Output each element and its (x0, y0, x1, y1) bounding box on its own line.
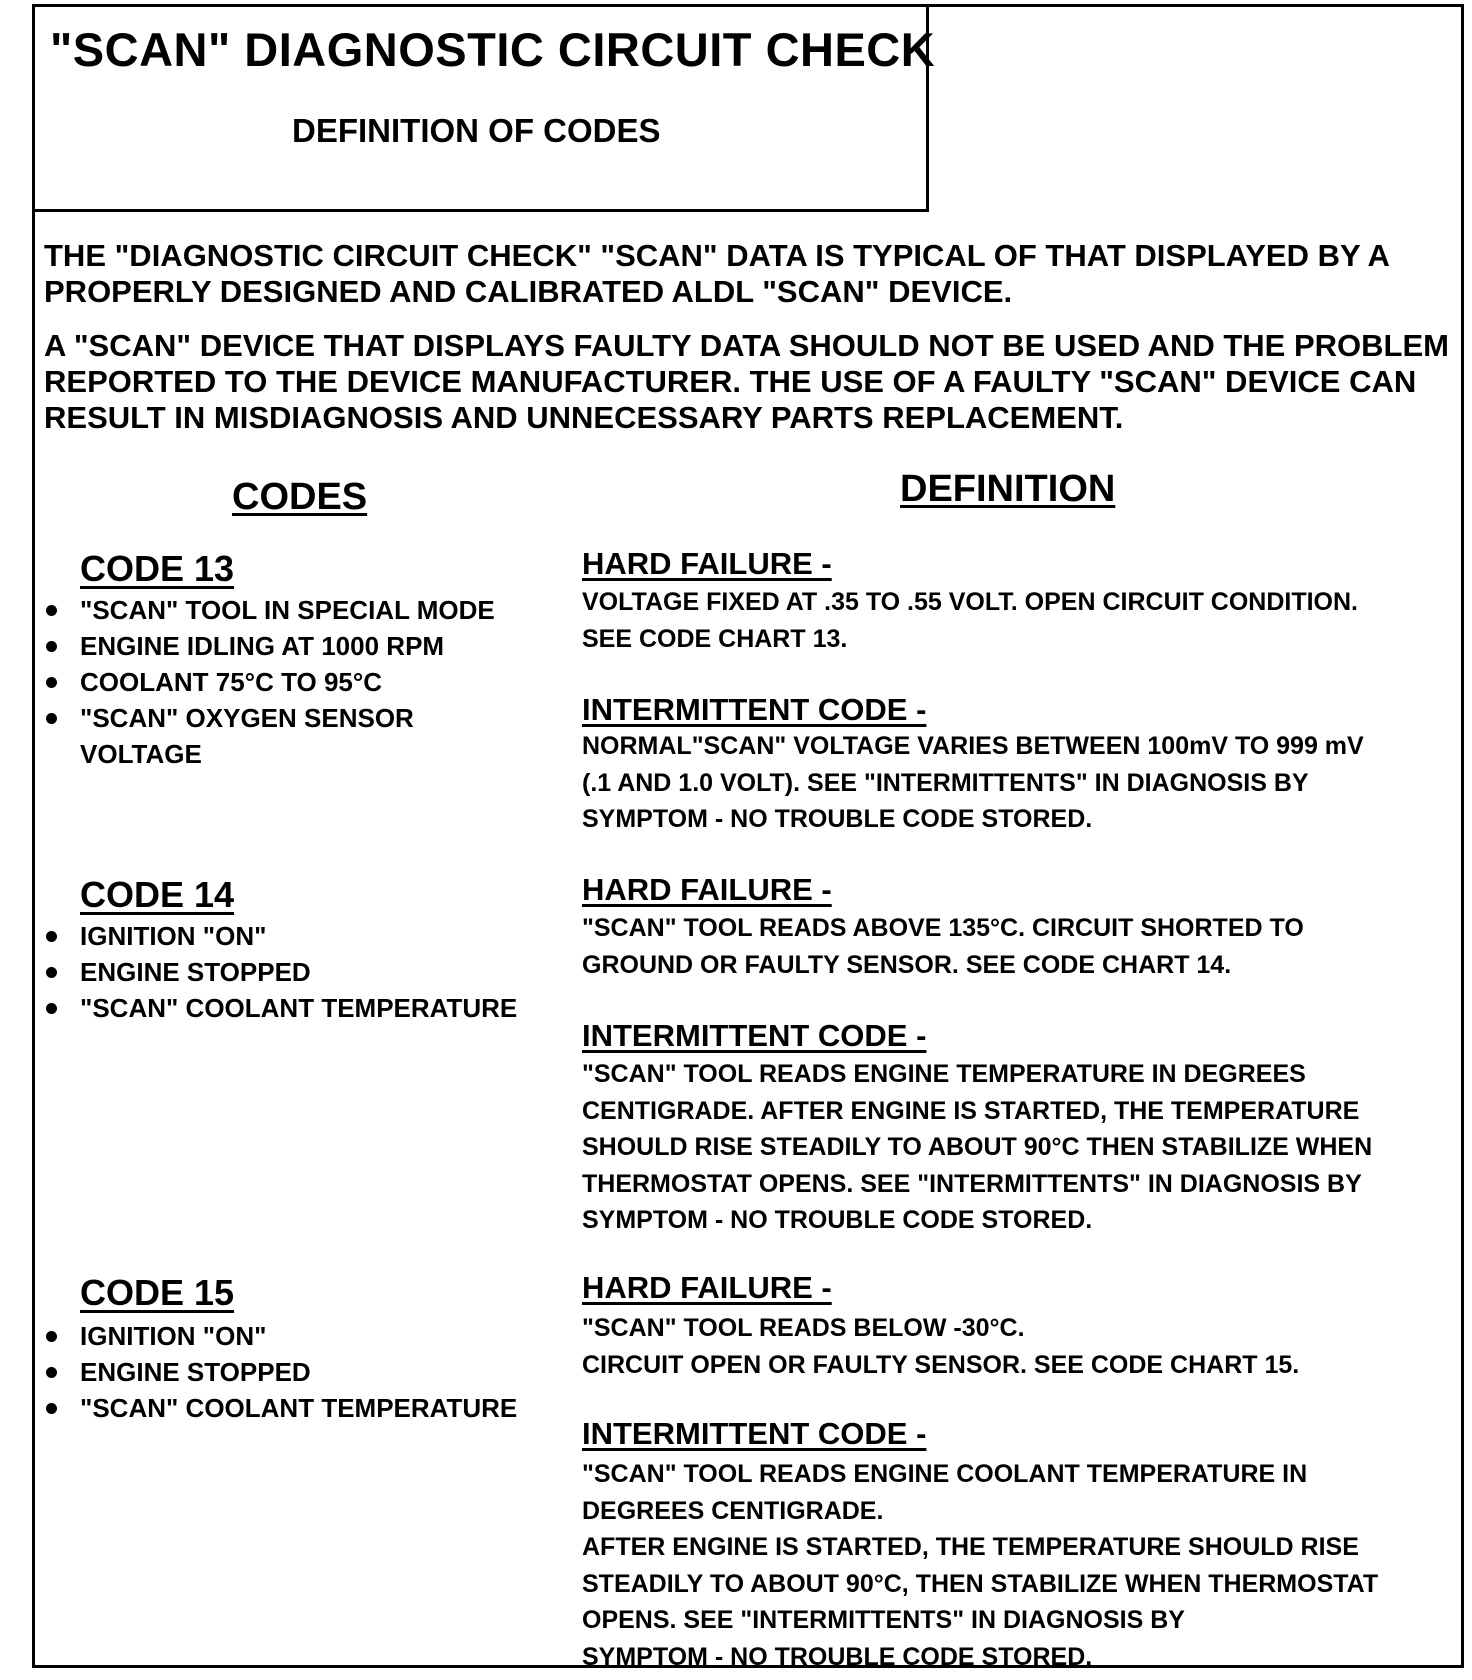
bullet-icon (46, 1403, 57, 1414)
condition-list (44, 592, 544, 772)
hard-failure-label: HARD FAILURE - (582, 872, 832, 907)
intermittent-code-text: NORMAL"SCAN" VOLTAGE VARIES BETWEEN 100mV TO 999 mV (.1 AND 1.0 VOLT). SEE "INTERMITTENTS" IN DIAGNOSIS BY SYMPTOM - NO TROUBLE CODE STORED. (582, 732, 1364, 833)
code-title: CODE 14 (80, 874, 235, 915)
hard-failure-text: "SCAN" TOOL READS ABOVE 135°C. CIRCUIT SHORTED TO GROUND OR FAULTY SENSOR. SEE CODE CHART 14. (582, 914, 1304, 979)
intro-paragraph-1: THE "DIAGNOSTIC CIRCUIT CHECK" "SCAN" DATA IS TYPICAL OF THAT DISPLAYED BY A PROPERLY DESIGNED AND CALIBRATED ALDL "SCAN" DEVICE. (44, 238, 1389, 309)
bullet-icon (46, 641, 57, 652)
condition-item: ENGINE IDLING AT 1000 RPM (44, 628, 544, 664)
bullet-icon (46, 713, 57, 724)
condition-item: IGNITION "ON" (44, 918, 544, 954)
code-title: CODE 15 (80, 1272, 235, 1313)
code-title: CODE 13 (80, 548, 235, 589)
codes-column-header: CODES (232, 476, 368, 518)
hard-failure-text: VOLTAGE FIXED AT .35 TO .55 VOLT. OPEN CIRCUIT CONDITION. SEE CODE CHART 13. (582, 588, 1359, 653)
condition-list (44, 1318, 544, 1426)
intermittent-code-label: INTERMITTENT CODE - (582, 1018, 927, 1053)
condition-item: ENGINE STOPPED (44, 954, 544, 990)
bullet-icon (46, 1331, 57, 1342)
intermittent-code-text: "SCAN" TOOL READS ENGINE TEMPERATURE IN DEGREES CENTIGRADE. AFTER ENGINE IS STARTED, THE TEMPERATURE SHOULD RISE STEADILY TO ABOUT 90°C THEN STABILIZE WHEN THERMOSTAT OPENS. SEE "INTERMITTENTS" IN DIAGNOSIS BY SYMPTOM - NO TROUBLE CODE STORED. (582, 1060, 1373, 1234)
bullet-icon (46, 677, 57, 688)
bullet-icon (46, 967, 57, 978)
condition-item: COOLANT 75°C TO 95°C (44, 664, 544, 700)
hard-failure-text: "SCAN" TOOL READS BELOW -30°C. CIRCUIT OPEN OR FAULTY SENSOR. SEE CODE CHART 15. (582, 1314, 1300, 1379)
page-title: "SCAN" DIAGNOSTIC CIRCUIT CHECK (50, 23, 936, 76)
condition-list (44, 918, 544, 1026)
condition-item: "SCAN" COOLANT TEMPERATURE (44, 1390, 544, 1426)
intro-paragraph-2: A "SCAN" DEVICE THAT DISPLAYS FAULTY DATA SHOULD NOT BE USED AND THE PROBLEM REPORTED TO THE DEVICE MANUFACTURER. THE USE OF A FAULTY "SCAN" DEVICE CAN RESULT IN MISDIAGNOSIS AND UNNECESSARY PARTS REPLACEMENT. (44, 328, 1449, 435)
hard-failure-label: HARD FAILURE - (582, 1270, 832, 1305)
intermittent-code-label: INTERMITTENT CODE - (582, 692, 927, 727)
condition-item: "SCAN" TOOL IN SPECIAL MODE (44, 592, 544, 628)
condition-item: ENGINE STOPPED (44, 1354, 544, 1390)
intermittent-code-label: INTERMITTENT CODE - (582, 1416, 927, 1451)
condition-item: "SCAN" OXYGEN SENSOR VOLTAGE (44, 700, 460, 772)
bullet-icon (46, 1003, 57, 1014)
hard-failure-label: HARD FAILURE - (582, 546, 832, 581)
bullet-icon (46, 1367, 57, 1378)
condition-item: IGNITION "ON" (44, 1318, 544, 1354)
condition-item: "SCAN" COOLANT TEMPERATURE (44, 990, 544, 1026)
intermittent-code-text: "SCAN" TOOL READS ENGINE COOLANT TEMPERATURE IN DEGREES CENTIGRADE. AFTER ENGINE IS STARTED, THE TEMPERATURE SHOULD RISE STEADILY TO ABOUT 90°C, THEN STABILIZE WHEN THERMOSTAT OPENS. SEE "INTERMITTENTS" IN DIAGNOSIS BY SYMPTOM - NO TROUBLE CODE STORED. (582, 1460, 1379, 1671)
definition-column-header: DEFINITION (900, 468, 1116, 510)
bullet-icon (46, 605, 57, 616)
bullet-icon (46, 931, 57, 942)
page-subtitle: DEFINITION OF CODES (292, 112, 661, 149)
